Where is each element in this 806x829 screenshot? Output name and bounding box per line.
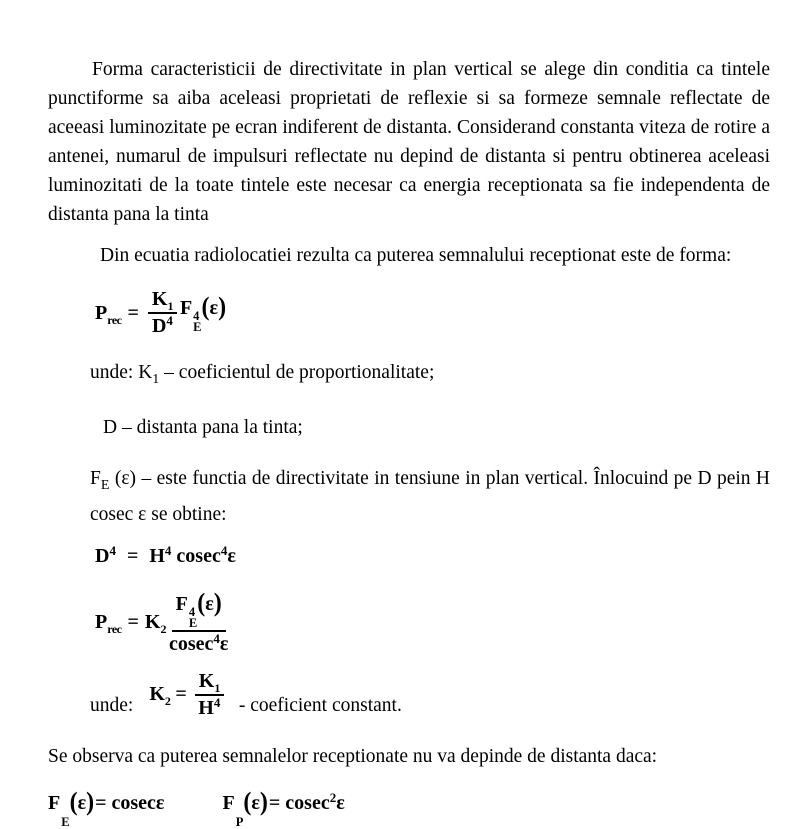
f-superscript: 4	[193, 308, 200, 323]
fraction-numerator	[195, 670, 224, 696]
k-subscript: 1	[214, 680, 220, 695]
k-subscript: 2	[160, 622, 166, 637]
equation-fp-cosec2	[222, 789, 344, 828]
p-symbol: P	[95, 611, 108, 634]
d-superscript: 4	[109, 542, 116, 558]
f-subscript: E	[193, 319, 202, 334]
fraction-numerator	[172, 590, 226, 632]
p-rec-subscript: rec	[107, 622, 122, 637]
final-equations-row	[48, 789, 770, 828]
fe-argument: (ε)	[114, 467, 137, 489]
f-subscript-stack	[61, 806, 69, 828]
equals-sign: =	[175, 683, 187, 706]
fe-description: – este functia de directivitate in tensiune in plan vertical. Înlocuind pe D pein H cosec ε se obtine:	[90, 467, 771, 525]
epsilon-argument: ε	[209, 296, 219, 319]
k1-description: – coeficientul de proportionalitate;	[164, 362, 435, 383]
right-paren: )	[218, 291, 227, 321]
epsilon-argument: ε	[77, 791, 87, 814]
paragraph-radiolocation-equation: Din ecuatia radiolocatiei rezulta ca puterea semnalului receptionat este de forma:	[100, 245, 732, 266]
definition-d-line	[103, 413, 770, 442]
equation-d4-cosec	[95, 542, 770, 568]
k2-description: - coeficient constant.	[238, 694, 402, 716]
h-superscript: 4	[164, 542, 172, 558]
f-subscript: E	[61, 814, 70, 829]
cosec-superscript: 2	[329, 789, 337, 805]
k-symbol: K	[149, 683, 165, 706]
left-paren: (	[197, 588, 206, 618]
cosec-superscript: 4	[220, 542, 228, 558]
left-paren: (	[201, 291, 210, 321]
f-supsub-stack	[188, 604, 198, 630]
equation-received-power-cosec	[95, 590, 770, 656]
paragraph-directivity-intro: Forma caracteristicii de directivitate in plan vertical se alege din conditia ca tintele punctiforme sa aiba aceleasi proprietati de reflexie si sa formeze semnale reflectate de aceeasi luminozitate pe ecran indiferent de distanta. Considerand constanta viteza de rotire a antenei, numarul de impulsuri reflectate nu depind de distanta si pentru obtinerea aceleasi luminozitati de la toate tintele este necesar ca energia receptionata sa fie independenta de distanta pana la tinta	[48, 59, 770, 225]
fraction-denominator	[169, 632, 228, 656]
fraction-fe4-over-cosec4	[169, 590, 228, 656]
fe-symbol: F	[90, 467, 101, 489]
d-symbol: D	[151, 315, 167, 337]
p-rec-term	[95, 611, 122, 637]
fraction-k1-over-h4	[195, 670, 224, 720]
equals-sign: =	[95, 791, 107, 814]
epsilon-argument: ε	[336, 791, 345, 814]
h-symbol: H	[198, 696, 214, 719]
cosec-term: cosec	[285, 791, 330, 814]
equals-sign: =	[126, 544, 139, 567]
k1-subscript: 1	[152, 371, 160, 387]
p-rec-term	[95, 302, 121, 325]
k-symbol: K	[144, 611, 161, 634]
definition-k1-line	[90, 358, 770, 394]
d-symbol: D	[95, 544, 110, 567]
cosec-term: cosecε	[111, 791, 165, 814]
equals-sign: =	[127, 301, 139, 324]
epsilon-argument: ε	[219, 632, 229, 655]
definition-k2-line	[90, 670, 770, 720]
f-symbol: F	[179, 296, 193, 319]
left-paren: (	[243, 787, 252, 817]
k2-coefficient	[144, 611, 166, 637]
epsilon-argument: ε	[227, 544, 236, 567]
fraction-numerator	[148, 288, 177, 314]
equals-sign: =	[268, 791, 281, 814]
equation-k2	[149, 670, 227, 720]
cosec-superscript: 4	[213, 630, 220, 646]
f-subscript-stack	[236, 806, 244, 828]
h-symbol: H	[149, 544, 165, 567]
fe-subscript: E	[100, 477, 110, 493]
cosec-term: cosec	[176, 544, 221, 567]
f-symbol: F	[175, 592, 188, 615]
d-superscript: 4	[166, 313, 173, 328]
epsilon-argument: ε	[251, 791, 260, 814]
k-symbol: K	[151, 288, 168, 310]
f-symbol: F	[222, 791, 235, 814]
f-subscript: E	[188, 615, 198, 630]
d-symbol: D	[103, 416, 118, 438]
k-subscript: 2	[164, 694, 171, 709]
f-supsub-stack	[193, 308, 202, 334]
f-superscript: 4	[188, 604, 196, 619]
fraction-denominator	[152, 314, 173, 338]
left-paren: (	[69, 787, 78, 817]
f-subscript: P	[235, 814, 244, 829]
definition-fe-paragraph	[90, 464, 770, 529]
fraction-k1-over-d4	[148, 288, 177, 338]
equals-sign: =	[127, 611, 139, 634]
p-symbol: P	[95, 301, 108, 324]
unde-label: unde:	[90, 362, 134, 383]
k2-term	[149, 683, 171, 709]
k1-symbol: K	[138, 362, 153, 383]
unde-label: unde:	[90, 694, 134, 716]
k-subscript: 1	[167, 299, 173, 313]
cosec-term: cosec	[168, 632, 214, 655]
equation-received-power-distance	[95, 288, 770, 338]
right-paren: )	[259, 787, 268, 817]
f-symbol: F	[48, 791, 61, 814]
p-rec-subscript: rec	[107, 312, 122, 327]
h-superscript: 4	[213, 694, 221, 710]
d-description: – distanta pana la tinta;	[121, 416, 303, 438]
right-paren: )	[213, 588, 222, 618]
epsilon-argument: ε	[205, 592, 214, 615]
fraction-denominator	[198, 696, 220, 720]
equation-fe-cosec	[48, 789, 164, 828]
right-paren: )	[86, 787, 95, 817]
directivity-function-term	[179, 291, 227, 334]
k-symbol: K	[198, 669, 215, 692]
paragraph-observation: Se observa ca puterea semnalelor receptionate nu va depinde de distanta daca:	[48, 745, 658, 767]
